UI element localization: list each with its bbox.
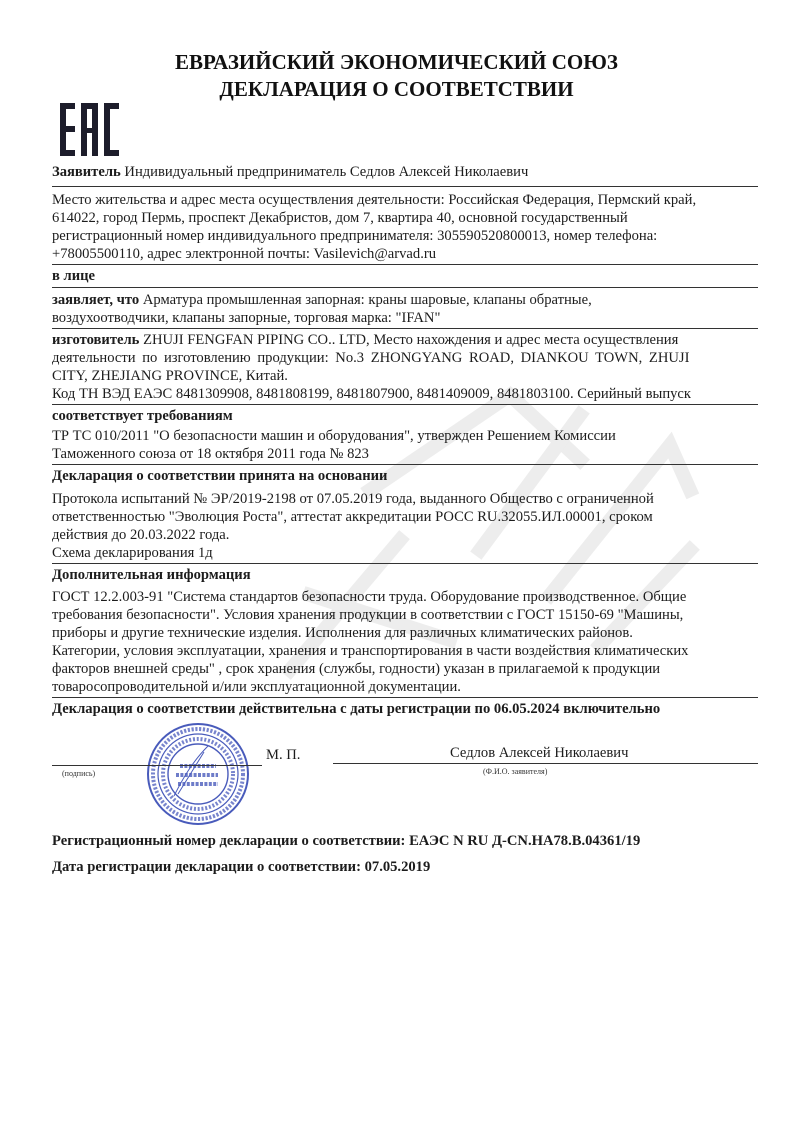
applicant-line	[52, 163, 528, 181]
manufacturer-line-2: деятельности по изготовлению продукции: No.3 ZHONGYANG ROAD, DIANKOU TOWN, ZHUJI	[52, 350, 690, 366]
signature-caption: (подпись)	[62, 769, 96, 778]
additional-line-2: требования безопасности". Условия хранения продукции в соответствии с ГОСТ 15150-69 "Машины,	[52, 607, 684, 623]
address-line-3: регистрационный номер индивидуального предпринимателя: 305590520800013, номер телефона:	[52, 228, 658, 244]
eac-logo-icon	[60, 103, 120, 156]
divider	[52, 563, 758, 564]
applicant-value: Индивидуальный предприниматель Седлов Алексей Николаевич	[124, 164, 529, 180]
applicant-name: Седлов Алексей Николаевич	[450, 745, 629, 761]
additional-line-6: товаросопроводительной и/или эксплуатационной документации.	[52, 679, 461, 695]
manufacturer-line-3: CITY, ZHEJIANG PROVINCE, Китай.	[52, 368, 288, 384]
declares-label: заявляет, что	[52, 292, 140, 308]
manufacturer-label: изготовитель	[52, 332, 140, 348]
registration-date-value: 07.05.2019	[364, 859, 431, 875]
divider	[52, 464, 758, 465]
seal-stamp-icon	[146, 722, 250, 826]
additional-line-4: Категории, условия эксплуатации, хранения и транспортирования в части воздействия климатических	[52, 643, 689, 659]
additional-line-5: факторов внешней среды" , срок хранения (службы, годности) указан в прилагаемой к продукции	[52, 661, 661, 677]
address-line-2: 614022, город Пермь, проспект Декабристов, дом 7, квартира 40, основной государственный	[52, 210, 628, 226]
signature-line	[52, 765, 262, 766]
name-caption: (Ф.И.О. заявителя)	[483, 767, 548, 776]
additional-line-3: приборы и другие технические изделия. Исполнения для различных климатических районов.	[52, 625, 633, 641]
validity-text: Декларация о соответствии действительна с даты регистрации по 06.05.2024 включительно	[52, 701, 661, 717]
document-title: ДЕКЛАРАЦИЯ О СООТВЕТСТВИИ	[219, 77, 574, 101]
union-title: ЕВРАЗИЙСКИЙ ЭКОНОМИЧЕСКИЙ СОЮЗ	[175, 50, 618, 74]
seal-place-label: М. П.	[266, 747, 301, 763]
declaration-scheme: Схема декларирования 1д	[52, 545, 213, 561]
registration-number-label: Регистрационный номер декларации о соответствии:	[52, 833, 406, 849]
in-person-label: в лице	[52, 268, 96, 284]
applicant-label: Заявитель	[52, 164, 121, 180]
basis-line-2: ответственностью "Эволюция Роста", аттестат аккредитации РОСС RU.32055.ИЛ.00001, сроком	[52, 509, 653, 525]
basis-label: Декларация о соответствии принята на основании	[52, 468, 388, 484]
requirements-line-1: ТР ТС 010/2011 "О безопасности машин и оборудования", утвержден Решением Комиссии	[52, 428, 616, 444]
declares-product: Арматура промышленная запорная: краны шаровые, клапаны обратные,	[142, 292, 592, 308]
divider	[52, 697, 758, 698]
divider	[52, 287, 758, 288]
registration-number-line	[52, 832, 640, 850]
address-line-1: Место жительства и адрес места осуществления деятельности: Российская Федерация, Пермский край,	[52, 192, 697, 208]
manufacturer-name: ZHUJI FENGFAN PIPING CO.. LTD, Место нахождения и адрес места осуществления	[143, 332, 679, 348]
divider	[52, 404, 758, 405]
divider	[52, 328, 758, 329]
declares-line-1	[52, 291, 592, 309]
hs-codes: Код ТН ВЭД ЕАЭС 8481309908, 8481808199, 8481807900, 8481409009, 8481803100. Серийный выпуск	[52, 386, 691, 402]
address-line-4: +78005500110, адрес электронной почты: Vasilevich@arvad.ru	[52, 246, 436, 262]
basis-line-1: Протокола испытаний № ЭР/2019-2198 от 07.05.2019 года, выданного Общество с ограниченной	[52, 491, 654, 507]
registration-number-value: ЕАЭС N RU Д-CN.НА78.В.04361/19	[409, 833, 641, 849]
requirements-line-2: Таможенного союза от 18 октября 2011 года № 823	[52, 446, 369, 462]
declares-line-2: воздухоотводчики, клапаны запорные, торговая марка: "IFAN"	[52, 310, 441, 326]
additional-label: Дополнительная информация	[52, 567, 251, 583]
manufacturer-line-1	[52, 331, 678, 349]
requirements-label: соответствует требованиям	[52, 408, 233, 424]
name-line	[333, 763, 758, 764]
registration-date-line	[52, 858, 430, 876]
divider	[52, 264, 758, 265]
basis-line-3: действия до 20.03.2022 года.	[52, 527, 230, 543]
additional-line-1: ГОСТ 12.2.003-91 "Система стандартов безопасности труда. Оборудование производственное. Общие	[52, 589, 687, 605]
divider	[52, 186, 758, 187]
registration-date-label: Дата регистрации декларации о соответствии:	[52, 859, 361, 875]
